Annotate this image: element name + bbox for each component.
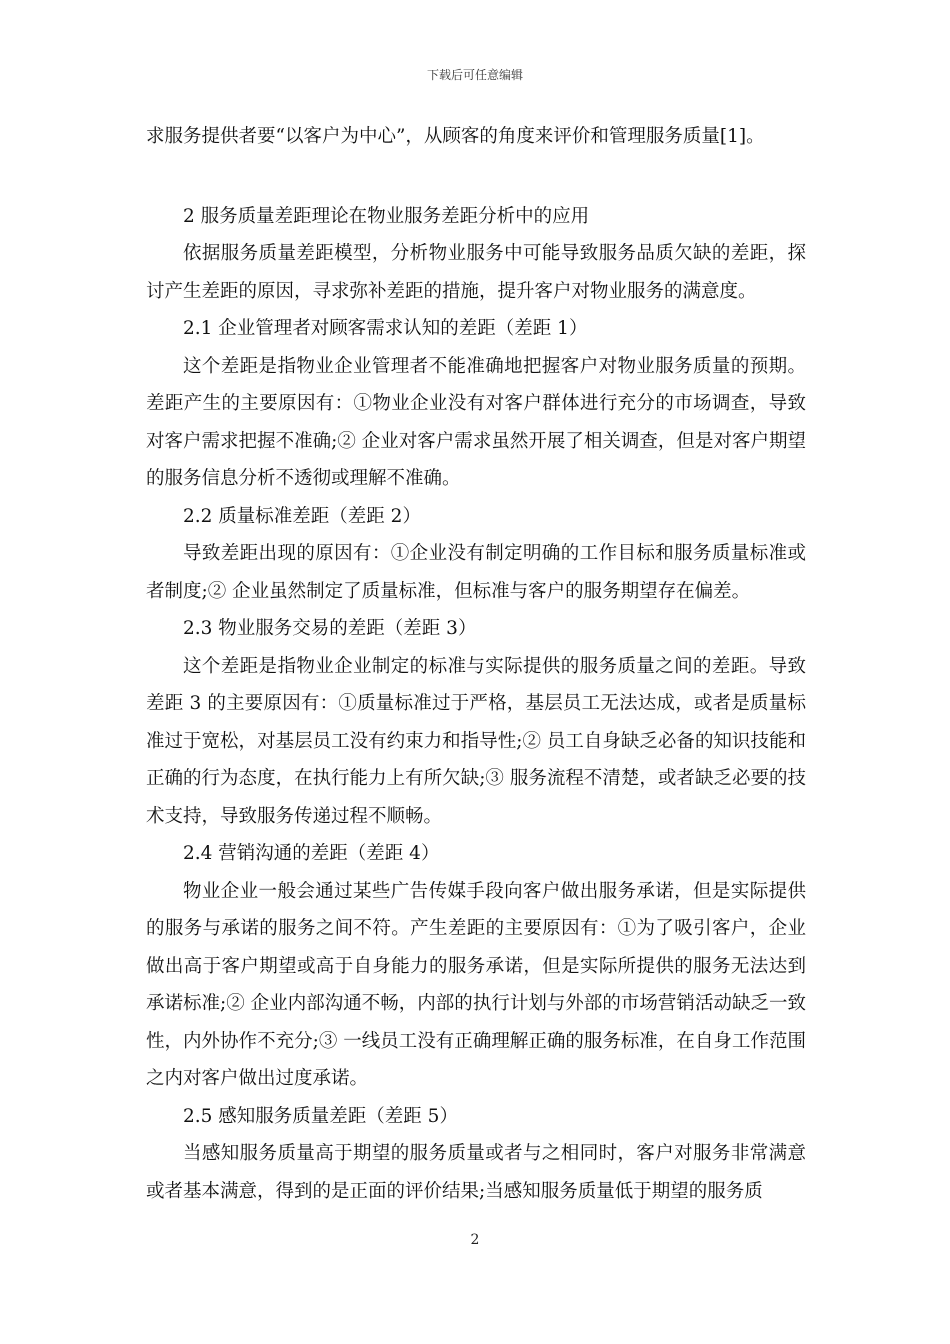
subsection-heading: 2.4 营销沟通的差距（差距 4） [183, 843, 440, 864]
section-heading: 2 服务质量差距理论在物业服务差距分析中的应用 [183, 205, 590, 227]
paragraph: 导致差距出现的原因有：①企业没有制定明确的工作目标和服务质量标准或者制度;② 企业虽然制定了质量标准，但标准与客户的服务期望存在偏差。 [146, 543, 806, 602]
paragraph: 这个差距是指物业企业制定的标准与实际提供的服务质量之间的差距。导致差距 3 的主要原因有：①质量标准过于严格，基层员工无法达成，或者是质量标准过于宽松，对基层员工没有约束力和指导性;② 员工自身缺乏必备的知识技能和正确的行为态度，在执行能力上有所欠缺;③ 服务流程不清楚，或者缺乏必要的技术支持，导致服务传递过程不顺畅。 [146, 655, 806, 827]
subsection-heading: 2.3 物业服务交易的差距（差距 3） [183, 618, 477, 639]
subsection-heading: 2.5 感知服务质量差距（差距 5） [183, 1105, 458, 1127]
page-header: 下载后可任意编辑 [426, 68, 523, 82]
paragraph: 当感知服务质量高于期望的服务质量或者与之相同时，客户对服务非常满意或者基本满意，得到的是正面的评价结果;当感知服务质量低于期望的服务质 [146, 1143, 806, 1202]
paragraph: 物业企业一般会通过某些广告传媒手段向客户做出服务承诺，但是实际提供的服务与承诺的服务之间不符。产生差距的主要原因有：①为了吸引客户，企业做出高于客户期望或高于自身能力的服务承诺，但是实际所提供的服务无法达到承诺标准;② 企业内部沟通不畅，内部的执行计划与外部的市场营销活动缺乏一致性，内外协作不充分;③ 一线员工没有正确理解正确的服务标准，在自身工作范围之内对客户做出过度承诺。 [146, 880, 806, 1089]
paragraph: 依据服务质量差距模型，分析物业服务中可能导致服务品质欠缺的差距，探讨产生差距的原因，寻求弥补差距的措施，提升客户对物业服务的满意度。 [146, 243, 806, 302]
paragraph: 这个差距是指物业企业管理者不能准确地把握客户对物业服务质量的预期。差距产生的主要原因有：①物业企业没有对客户群体进行充分的市场调查，导致对客户需求把握不准确;② 企业对客户需求虽然开展了相关调查，但是对客户期望的服务信息分析不透彻或理解不准确。 [146, 355, 806, 489]
document-body [146, 118, 806, 1210]
paragraph-continuation: 求服务提供者要“以客户为中心”，从顾客的角度来评价和管理服务质量[1]。 [146, 126, 765, 147]
spacer [146, 156, 806, 198]
page-number: 2 [470, 1232, 480, 1248]
subsection-heading: 2.1 企业管理者对顾客需求认知的差距（差距 1） [183, 318, 588, 339]
subsection-heading: 2.2 质量标准差距（差距 2） [183, 505, 421, 527]
